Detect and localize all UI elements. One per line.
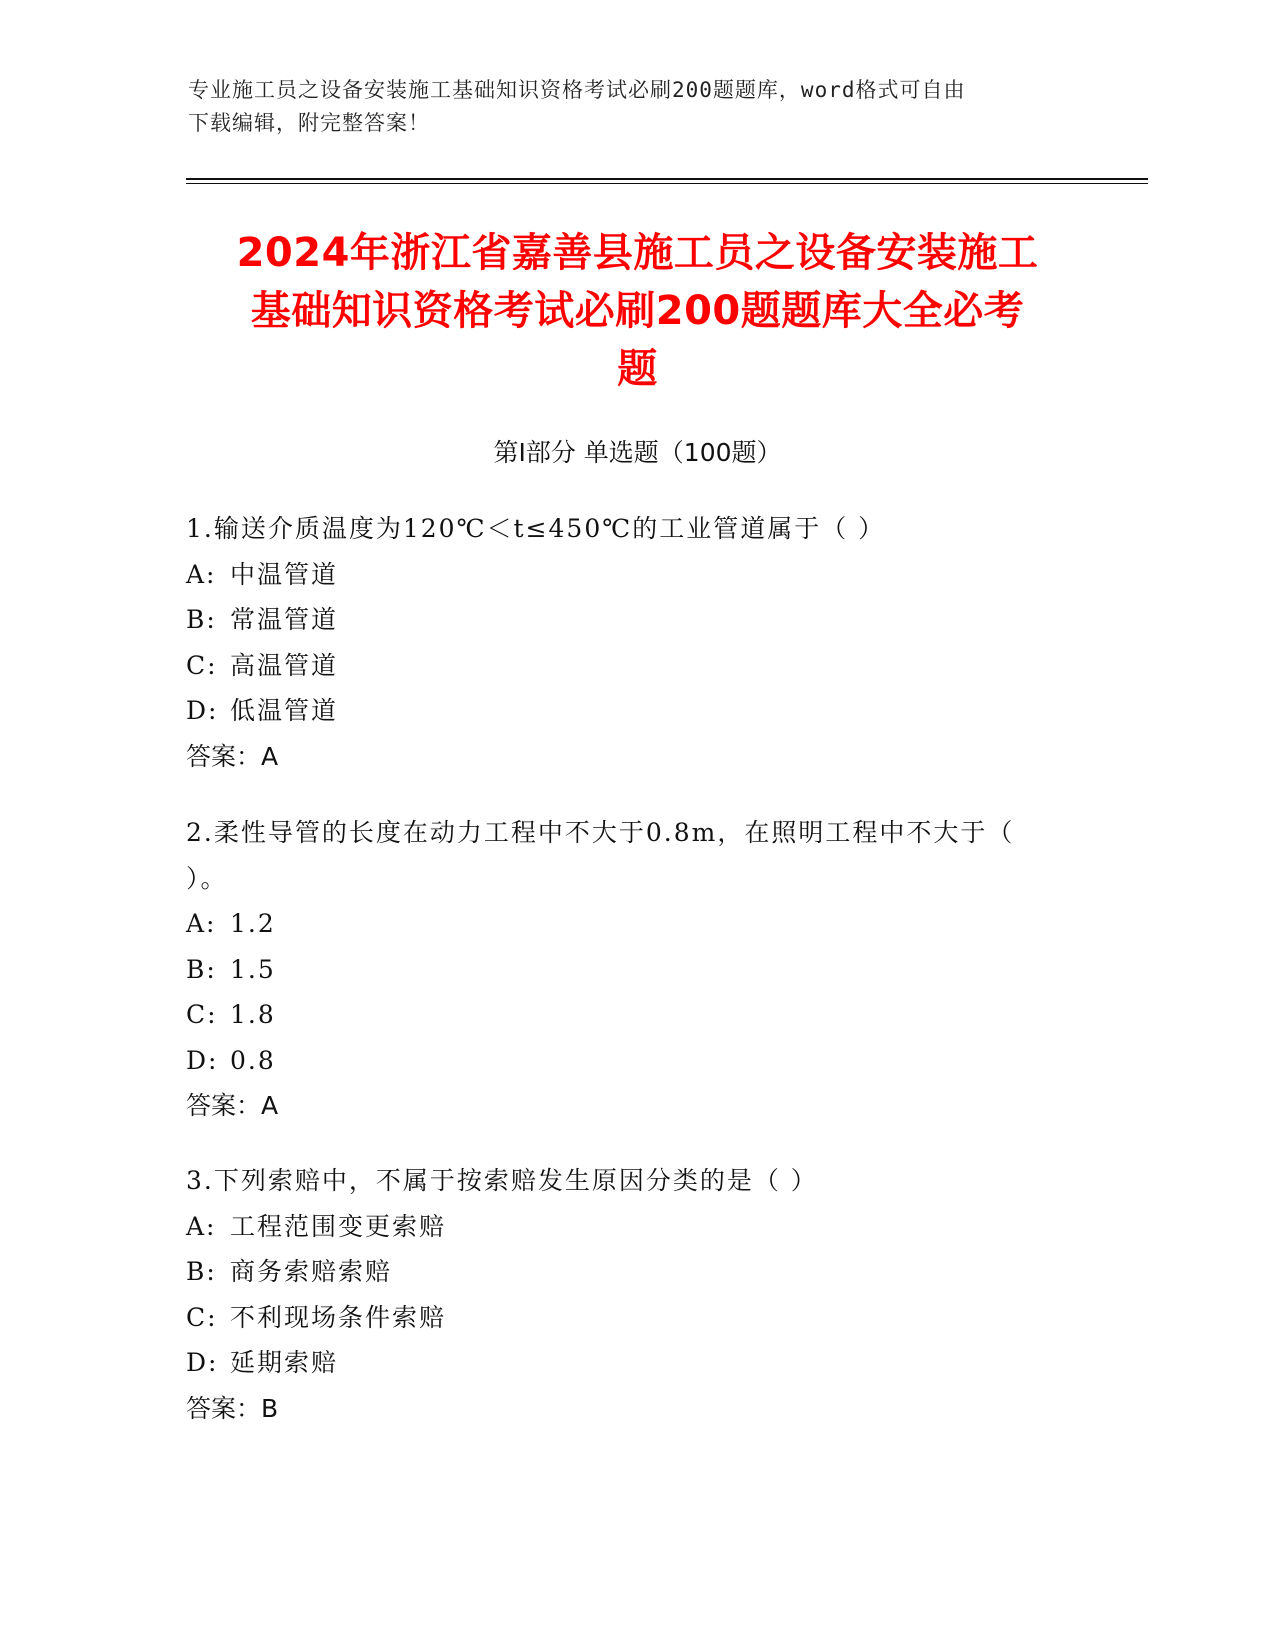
document-title-line-3: 题 (617, 346, 658, 392)
answer-line: 答案：A (186, 741, 279, 771)
answer-line: 答案：A (186, 1091, 279, 1120)
option-d (186, 1340, 1086, 1386)
option-text: 不利现场条件索赔 (230, 1302, 447, 1332)
option-text: 商务索赔索赔 (230, 1257, 393, 1286)
answer-line: 答案：B (186, 1393, 279, 1423)
header-divider-thick (186, 178, 1148, 180)
document-title (150, 224, 1125, 398)
option-c (186, 1295, 1086, 1341)
option-text: 常温管道 (230, 605, 339, 634)
option-label: C: (186, 650, 218, 680)
option-text: 1.5 (230, 954, 276, 984)
option-label: C: (186, 1000, 218, 1029)
option-label: D: (186, 1045, 219, 1075)
section-title: 第Ⅰ部分 单选题（100题） (493, 438, 782, 467)
option-a (186, 1204, 1086, 1250)
option-label: B: (186, 954, 217, 984)
question-2 (186, 810, 1086, 1129)
option-c (186, 643, 1086, 689)
option-label: A: (186, 909, 217, 938)
option-text: 低温管道 (230, 696, 339, 725)
document-title-line-1: 2024年浙江省嘉善县施工员之设备安装施工 (236, 230, 1039, 276)
option-a (186, 552, 1086, 598)
header-note-line-1: 专业施工员之设备安装施工基础知识资格考试必刷200题题库，word格式可自由 (188, 78, 966, 102)
document-title-line-2: 基础知识资格考试必刷200题题库大全必考 (250, 288, 1025, 334)
option-c (186, 992, 1086, 1038)
question-stem: 2.柔性导管的长度在动力工程中不大于0.8m，在照明工程中不大于（ (186, 818, 1015, 847)
option-d (186, 1038, 1086, 1084)
option-label: B: (186, 1257, 217, 1286)
option-text: 工程范围变更索赔 (230, 1211, 447, 1241)
option-text: 延期索赔 (230, 1348, 339, 1377)
option-label: C: (186, 1302, 218, 1332)
option-b (186, 597, 1086, 643)
option-label: A: (186, 1211, 217, 1241)
header-divider-thin (186, 183, 1148, 184)
question-stem: 1.输送介质温度为120℃＜t≤450℃的工业管道属于（ ） (186, 514, 886, 543)
header-note (188, 74, 1088, 140)
option-label: A: (186, 559, 217, 589)
question-stem: 3.下列索赔中，不属于按索赔发生原因分类的是（ ） (186, 1166, 818, 1195)
question-1 (186, 506, 1086, 779)
option-b (186, 1249, 1086, 1295)
option-text: 中温管道 (230, 559, 339, 589)
question-3 (186, 1158, 1086, 1431)
option-text: 1.8 (230, 1000, 276, 1029)
option-a (186, 901, 1086, 947)
option-label: B: (186, 605, 217, 634)
option-text: 高温管道 (230, 650, 339, 680)
option-text: 0.8 (230, 1045, 276, 1075)
header-note-line-2: 下载编辑，附完整答案！ (188, 111, 430, 135)
option-label: D: (186, 1348, 219, 1377)
option-d (186, 688, 1086, 734)
question-stem-continued: ）。 (186, 863, 228, 893)
option-b (186, 947, 1086, 993)
option-text: 1.2 (230, 909, 276, 938)
option-label: D: (186, 696, 219, 725)
